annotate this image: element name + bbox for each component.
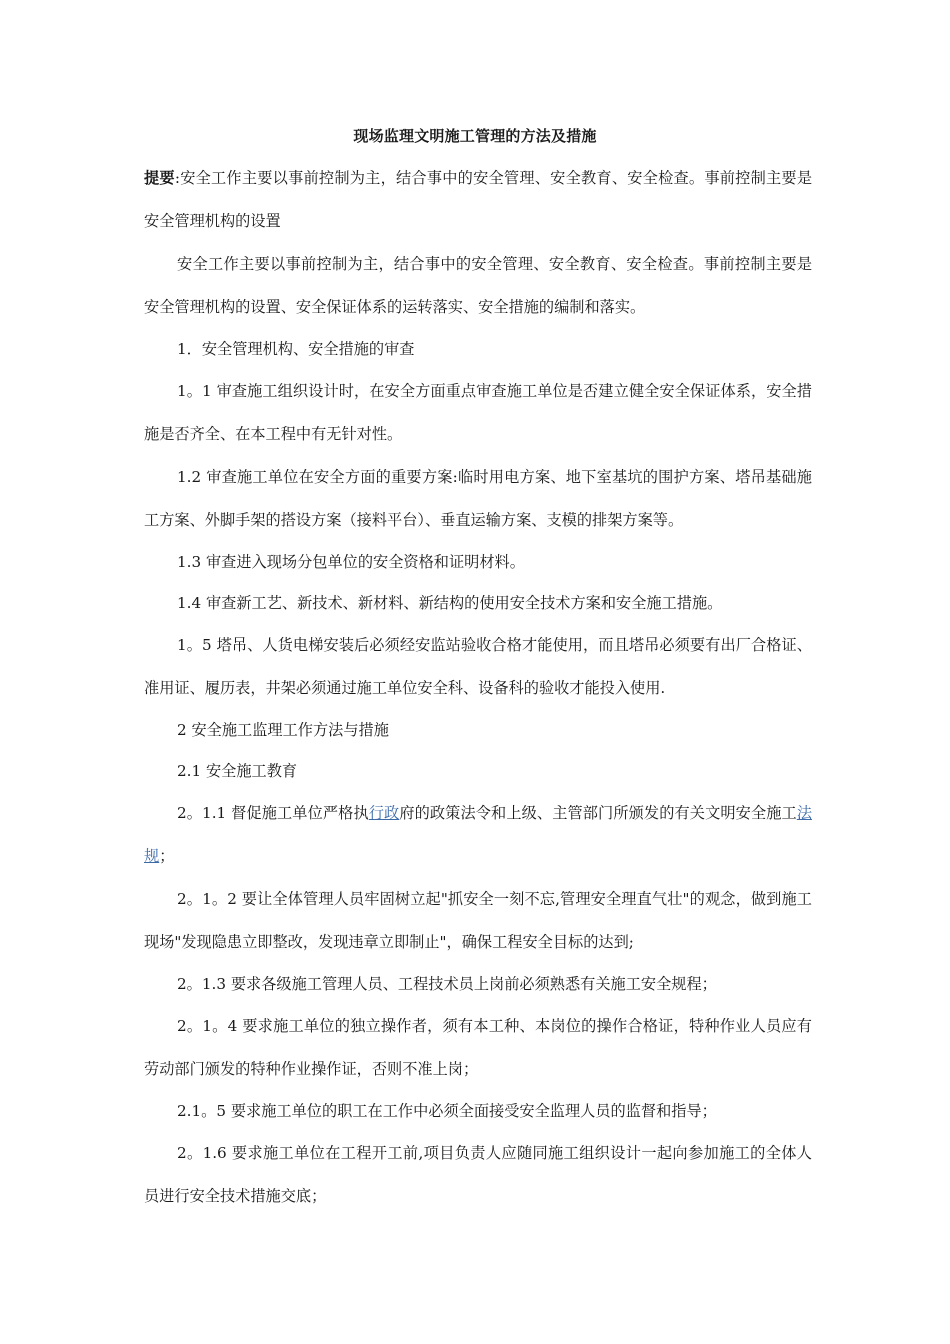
section-1-4: 1.4 审查新工艺、新技术、新材料、新结构的使用安全技术方案和安全施工措施。 <box>177 594 723 612</box>
document-body <box>144 157 812 1218</box>
section-2-1-heading: 2.1 安全施工教育 <box>177 762 298 780</box>
section-2-1-4: 2。1。4 要求施工单位的独立操作者，须有本工种、本岗位的操作合格证，特种作业人员应有劳动部门颁发的特种作业操作证，否则不准上岗； <box>144 1017 812 1078</box>
section-1-heading: 1．安全管理机构、安全措施的审查 <box>177 340 415 358</box>
section-2-1-6: 2。1.6 要求施工单位在工程开工前,项目负责人应随同施工组织设计一起向参加施工的全体人员进行安全技术措施交底； <box>144 1144 812 1205</box>
section-2-1-5: 2.1。5 要求施工单位的职工在工作中必须全面接受安全监理人员的监督和指导； <box>177 1102 717 1120</box>
section-2-1-3: 2。1.3 要求各级施工管理人员、工程技术员上岗前必须熟悉有关施工安全规程； <box>177 975 717 993</box>
section-2-1-1-text-start: 2。1.1 督促施工单位严格执 <box>177 804 369 822</box>
section-2-1-1-text-middle: 府的政策法令和上级、主管部门所颁发的有关文明安全施工 <box>399 804 797 822</box>
section-2-1-1 <box>144 792 812 878</box>
section-1-5: 1。5 塔吊、人货电梯安装后必须经安监站验收合格才能使用，而且塔吊必须要有出厂合格证、准用证、履历表，井架必须通过施工单位安全科、设备科的验收才能投入使用. <box>144 636 812 697</box>
section-2-1-2: 2。1。2 要让全体管理人员牢固树立起"抓安全一刻不忘,管理安全理直气壮"的观念，做到施工现场"发现隐患立即整改，发现违章立即制止"，确保工程安全目标的达到; <box>144 890 812 951</box>
intro-paragraph: 安全工作主要以事前控制为主，结合事中的安全管理、安全教育、安全检查。事前控制主要是安全管理机构的设置、安全保证体系的运转落实、安全措施的编制和落实。 <box>144 255 812 316</box>
abstract-label: 提要 <box>144 169 175 187</box>
section-1-1: 1。1 审查施工组织设计时，在安全方面重点审查施工单位是否建立健全安全保证体系，安全措施是否齐全、在本工程中有无针对性。 <box>144 382 812 443</box>
section-2-heading: 2 安全施工监理工作方法与措施 <box>177 721 389 739</box>
link-xingzheng[interactable]: 行政 <box>368 804 400 822</box>
link-fagui[interactable]: 法规 <box>144 804 812 865</box>
section-1-2: 1.2 审查施工单位在安全方面的重要方案:临时用电方案、地下室基坑的围护方案、塔吊基础施工方案、外脚手架的搭设方案（接料平台）、垂直运输方案、支模的排架方案等。 <box>144 468 812 529</box>
abstract-paragraph <box>144 157 812 243</box>
section-2-1-1-text-end: ； <box>159 847 175 865</box>
abstract-text: :安全工作主要以事前控制为主，结合事中的安全管理、安全教育、安全检查。事前控制主要是安全管理机构的设置 <box>144 169 813 230</box>
document-title: 现场监理文明施工管理的方法及措施 <box>353 127 597 145</box>
section-1-3: 1.3 审查进入现场分包单位的安全资格和证明材料。 <box>177 553 525 571</box>
